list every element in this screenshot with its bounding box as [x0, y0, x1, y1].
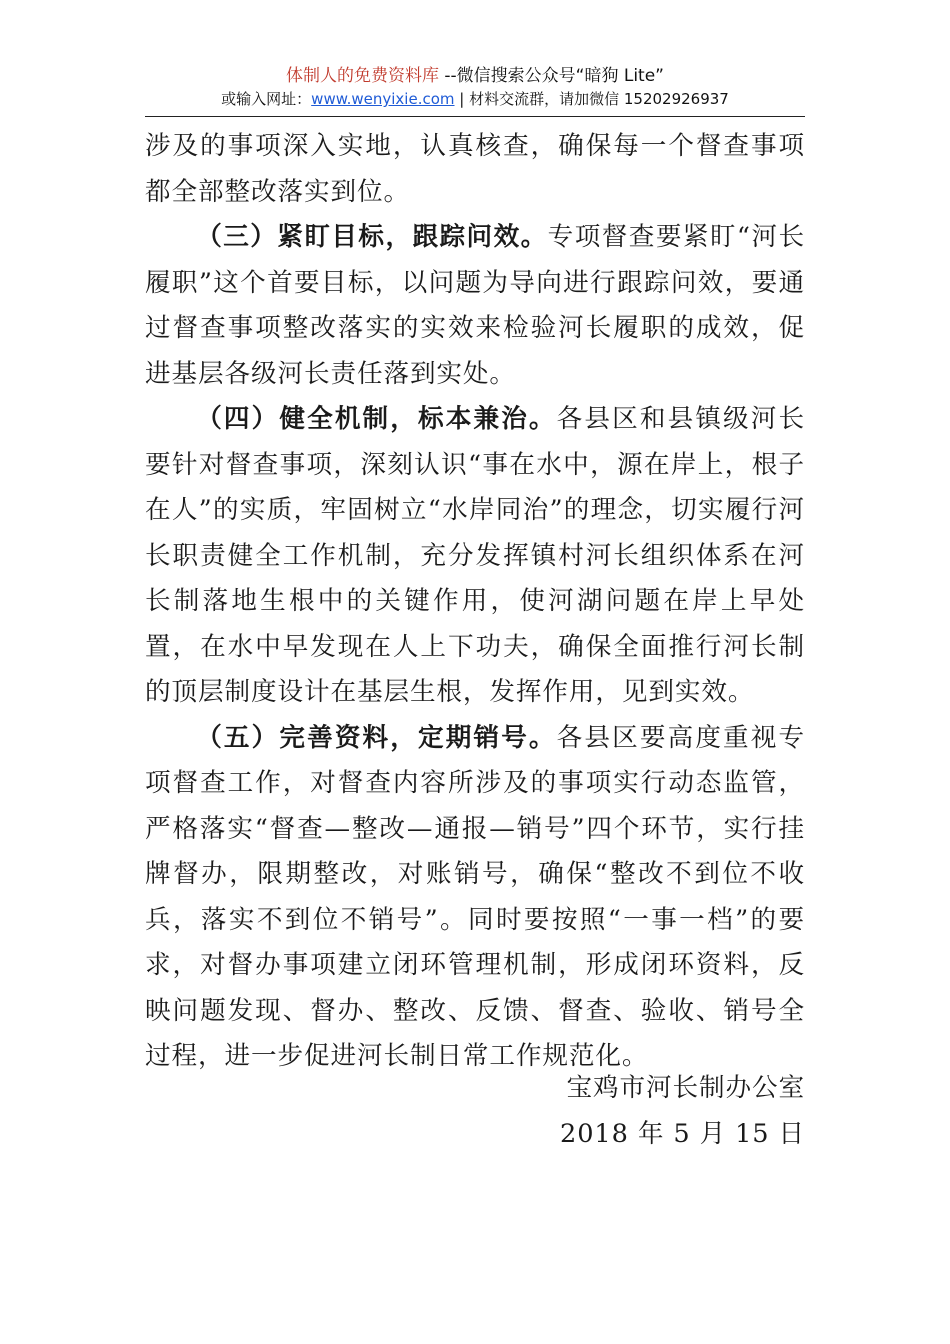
paragraph-text: 各县区要高度重视专项督查工作，对督查内容所涉及的事项实行动态监管，严格落实“督查—整改—通报—销号”四个环节，实行挂牌督办，限期整改，对账销号，确保“整改不到位不收兵，落实不到位不销号”。同时要按照“一事一档”的要求，对督办事项建立闭环管理机制，形成闭环资料，反映问题发现、督办、整改、反馈、督查、验收、销号全过程，进一步促进河长制日常工作规范化。 [145, 722, 805, 1071]
signature-date: 2018 年 5 月 15 日 [560, 1119, 805, 1149]
section-heading: （四）健全机制，标本兼治。 [196, 404, 557, 434]
paragraph-section-5 [145, 716, 805, 1080]
paragraph-text: 涉及的事项深入实地，认真核查，确保每一个督查事项都全部整改落实到位。 [145, 131, 805, 207]
section-heading: （五）完善资料，定期销号。 [196, 722, 557, 753]
paragraph-text: 各县区和县镇级河长要针对督查事项，深刻认识“事在水中，源在岸上，根子在人”的实质，牢固树立“水岸同治”的理念，切实履行河长职责健全工作机制，充分发挥镇村河长组织体系在河长制落地生根中的关键作用，使河湖问题在岸上早处置，在水中早发现在人上下功夫，确保全面推行河长制的顶层制度设计在基层生根，发挥作用，见到实效。 [145, 404, 805, 707]
signature-organization: 宝鸡市河长制办公室 [566, 1073, 805, 1103]
header-divider [145, 116, 805, 117]
document-body [145, 124, 805, 1080]
header-brand: 体制人的免费资料库 [285, 66, 439, 86]
header-contact-line [0, 88, 950, 110]
header-site-link[interactable]: www.wenyixie.com [311, 90, 455, 108]
header-contact: | 材料交流群，请加微信 15202926937 [454, 90, 729, 108]
paragraph-section-3 [145, 215, 805, 397]
header-url-prefix: 或输入网址： [221, 90, 312, 108]
header-promo: --微信搜索公众号“暗狗 Lite” [438, 66, 664, 86]
page-header [0, 64, 950, 110]
section-heading: （三）紧盯目标，跟踪问效。 [196, 222, 548, 252]
paragraph-continued [145, 124, 805, 215]
paragraph-text: 专项督查要紧盯“河长履职”这个首要目标，以问题为导向进行跟踪问效，要通过督查事项整改落实的实效来检验河长履职的成效，促进基层各级河长责任落到实处。 [145, 222, 805, 389]
paragraph-section-4 [145, 397, 805, 716]
header-promo-line [0, 64, 950, 88]
